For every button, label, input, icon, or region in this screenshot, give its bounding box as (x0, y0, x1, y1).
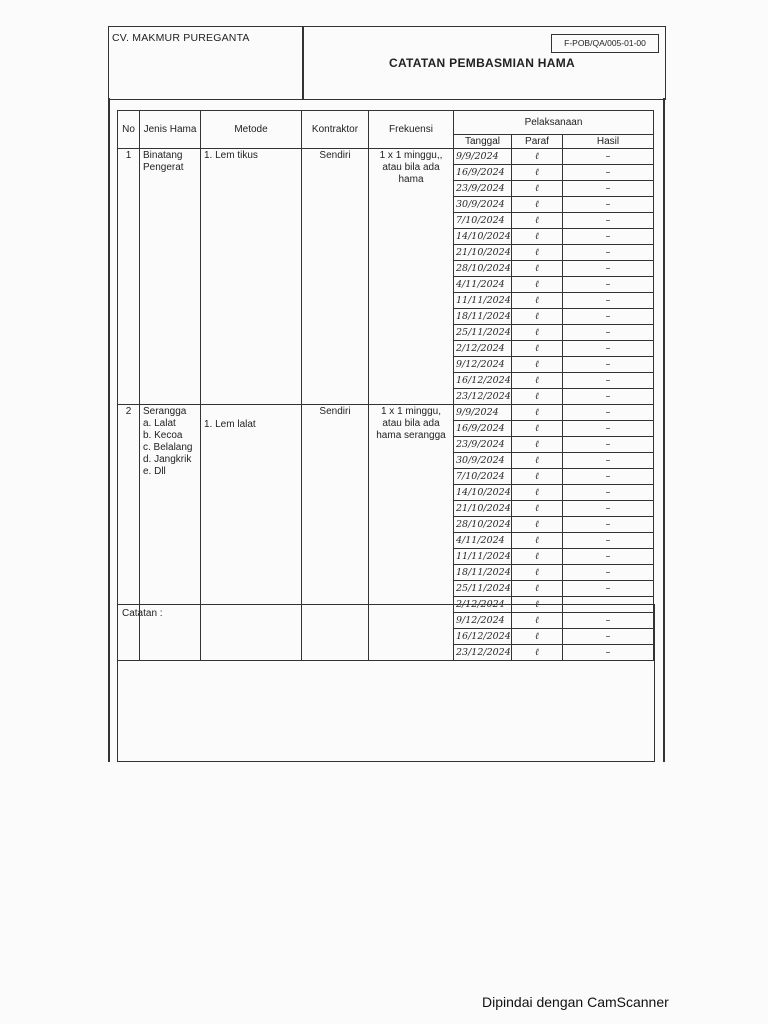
tanggal-cell: 11/11/2024 (454, 293, 512, 309)
document-title: CATATAN PEMBASMIAN HAMA (389, 56, 575, 70)
paraf-signature: ℓ (512, 581, 563, 597)
jenis-hama-line: c. Belalang (143, 442, 193, 453)
group-kontraktor: Sendiri (302, 405, 369, 661)
tanggal-cell: 21/10/2024 (454, 245, 512, 261)
paraf-signature: ℓ (512, 629, 563, 645)
hasil-mark: – (563, 277, 654, 293)
tanggal-cell: 23/9/2024 (454, 437, 512, 453)
right-border (663, 98, 665, 762)
left-border (108, 98, 110, 762)
jenis-hama-line: a. Lalat (143, 418, 176, 429)
tanggal-cell: 30/9/2024 (454, 453, 512, 469)
tanggal-cell: 11/11/2024 (454, 549, 512, 565)
tanggal-cell: 2/12/2024 (454, 597, 512, 613)
hasil-mark: – (563, 357, 654, 373)
tanggal-cell: 9/12/2024 (454, 357, 512, 373)
paraf-signature: ℓ (512, 213, 563, 229)
hasil-mark: – (563, 213, 654, 229)
paraf-signature: ℓ (512, 613, 563, 629)
hasil-mark: – (563, 485, 654, 501)
hasil-mark: – (563, 469, 654, 485)
table-body (118, 149, 654, 661)
hasil-mark: – (563, 613, 654, 629)
form-sheet (108, 26, 666, 762)
tanggal-cell: 14/10/2024 (454, 485, 512, 501)
group-frekuensi: 1 x 1 minggu,, atau bila ada hama (369, 149, 454, 405)
group-metode: 1. Lem lalat (201, 405, 302, 661)
jenis-hama-line: d. Jangkrik (143, 454, 192, 465)
hasil-mark: – (563, 421, 654, 437)
col-tanggal: Tanggal (454, 135, 512, 149)
tanggal-cell: 16/9/2024 (454, 165, 512, 181)
paraf-signature: ℓ (512, 597, 563, 613)
hasil-mark: – (563, 581, 654, 597)
jenis-hama-line: b. Kecoa (143, 430, 183, 441)
hasil-mark: – (563, 309, 654, 325)
form-code-box: F-POB/QA/005-01-00 (551, 34, 659, 53)
company-name: CV. MAKMUR PUREGANTA (112, 32, 250, 44)
paraf-signature: ℓ (512, 485, 563, 501)
paraf-signature: ℓ (512, 261, 563, 277)
group-kontraktor: Sendiri (302, 149, 369, 405)
group-no: 1 (118, 149, 140, 405)
paraf-signature: ℓ (512, 389, 563, 405)
paraf-signature: ℓ (512, 373, 563, 389)
hasil-mark: – (563, 165, 654, 181)
hasil-mark: – (563, 325, 654, 341)
paraf-signature: ℓ (512, 325, 563, 341)
paraf-signature: ℓ (512, 453, 563, 469)
tanggal-cell: 16/12/2024 (454, 373, 512, 389)
notes-label: Catatan : (122, 608, 163, 619)
hasil-mark: – (563, 245, 654, 261)
paraf-signature: ℓ (512, 501, 563, 517)
col-kontraktor: Kontraktor (302, 111, 369, 149)
paraf-signature: ℓ (512, 165, 563, 181)
tanggal-cell: 30/9/2024 (454, 197, 512, 213)
hasil-mark: – (563, 293, 654, 309)
col-hasil: Hasil (563, 135, 654, 149)
pest-control-table (117, 110, 654, 661)
paraf-signature: ℓ (512, 357, 563, 373)
tanggal-cell: 18/11/2024 (454, 309, 512, 325)
tanggal-cell: 16/12/2024 (454, 629, 512, 645)
paraf-signature: ℓ (512, 565, 563, 581)
paraf-signature: ℓ (512, 293, 563, 309)
paraf-signature: ℓ (512, 549, 563, 565)
tanggal-cell: 23/12/2024 (454, 389, 512, 405)
hasil-mark: – (563, 229, 654, 245)
paraf-signature: ℓ (512, 421, 563, 437)
tanggal-cell: 2/12/2024 (454, 341, 512, 357)
paraf-signature: ℓ (512, 309, 563, 325)
hasil-mark: – (563, 405, 654, 421)
hasil-mark: – (563, 629, 654, 645)
hasil-mark: – (563, 453, 654, 469)
col-pelaksanaan: Pelaksanaan (454, 111, 654, 135)
tanggal-cell: 9/9/2024 (454, 405, 512, 421)
hasil-mark: – (563, 181, 654, 197)
col-no: No (118, 111, 140, 149)
paraf-signature: ℓ (512, 533, 563, 549)
tanggal-cell: 18/11/2024 (454, 565, 512, 581)
group-metode: 1. Lem tikus (201, 149, 302, 405)
tanggal-cell: 28/10/2024 (454, 261, 512, 277)
hasil-mark: – (563, 549, 654, 565)
paraf-signature: ℓ (512, 149, 563, 165)
jenis-hama-line: Pengerat (143, 162, 184, 173)
tanggal-cell: 25/11/2024 (454, 581, 512, 597)
hasil-mark: – (563, 517, 654, 533)
tanggal-cell: 4/11/2024 (454, 277, 512, 293)
table-row (118, 405, 654, 421)
group-frekuensi: 1 x 1 minggu, atau bila ada hama serangga (369, 405, 454, 661)
hasil-mark: – (563, 597, 654, 613)
hasil-mark: – (563, 565, 654, 581)
scanner-watermark: Dipindai dengan CamScanner (482, 994, 669, 1010)
jenis-hama-line: Binatang (143, 150, 183, 161)
hasil-mark: – (563, 437, 654, 453)
paraf-signature: ℓ (512, 197, 563, 213)
paraf-signature: ℓ (512, 341, 563, 357)
hasil-mark: – (563, 341, 654, 357)
tanggal-cell: 16/9/2024 (454, 421, 512, 437)
tanggal-cell: 23/9/2024 (454, 181, 512, 197)
header-divider (302, 27, 304, 99)
tanggal-cell: 9/12/2024 (454, 613, 512, 629)
paraf-signature: ℓ (512, 645, 563, 661)
hasil-mark: – (563, 389, 654, 405)
hasil-mark: – (563, 149, 654, 165)
hasil-mark: – (563, 261, 654, 277)
notes-box (117, 604, 655, 762)
group-no: 2 (118, 405, 140, 661)
paraf-signature: ℓ (512, 245, 563, 261)
tanggal-cell: 7/10/2024 (454, 213, 512, 229)
tanggal-cell: 25/11/2024 (454, 325, 512, 341)
hasil-mark: – (563, 501, 654, 517)
tanggal-cell: 7/10/2024 (454, 469, 512, 485)
paraf-signature: ℓ (512, 277, 563, 293)
form-header (108, 26, 666, 100)
col-paraf: Paraf (512, 135, 563, 149)
hasil-mark: – (563, 373, 654, 389)
paraf-signature: ℓ (512, 437, 563, 453)
hasil-mark: – (563, 533, 654, 549)
paraf-signature: ℓ (512, 469, 563, 485)
hasil-mark: – (563, 645, 654, 661)
tanggal-cell: 9/9/2024 (454, 149, 512, 165)
tanggal-cell: 28/10/2024 (454, 517, 512, 533)
table-row (118, 149, 654, 165)
paraf-signature: ℓ (512, 405, 563, 421)
tanggal-cell: 4/11/2024 (454, 533, 512, 549)
tanggal-cell: 21/10/2024 (454, 501, 512, 517)
paraf-signature: ℓ (512, 517, 563, 533)
tanggal-cell: 14/10/2024 (454, 229, 512, 245)
col-metode: Metode (201, 111, 302, 149)
paraf-signature: ℓ (512, 181, 563, 197)
paraf-signature: ℓ (512, 229, 563, 245)
hasil-mark: – (563, 197, 654, 213)
group-jenis-hama (140, 149, 201, 405)
jenis-hama-line: Serangga (143, 406, 187, 417)
jenis-hama-line: e. Dll (143, 466, 166, 477)
col-jenis-hama: Jenis Hama (140, 111, 201, 149)
tanggal-cell: 23/12/2024 (454, 645, 512, 661)
col-frekuensi: Frekuensi (369, 111, 454, 149)
